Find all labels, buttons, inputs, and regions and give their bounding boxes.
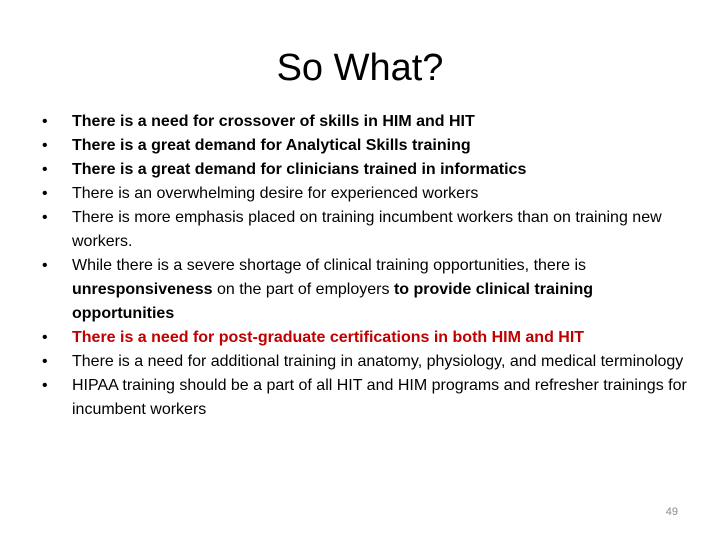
bullet-list (42, 110, 690, 422)
slide-title: So What? (276, 47, 444, 89)
page-number: 49 (665, 506, 678, 518)
bullet-emphasis: unresponsiveness (72, 281, 213, 298)
bullet-text: While there is a severe shortage of clinical training opportunities, there is (72, 257, 587, 274)
bullet-item-highlighted: • There is a need for post-graduate certifications in both HIM and HIT (42, 326, 690, 350)
bullet-text: on the part of employers (212, 281, 394, 298)
bullet-item: • There is an overwhelming desire for experienced workers (42, 182, 690, 206)
bullet-item (42, 254, 690, 326)
bullet-item: • There is a need for additional training in anatomy, physiology, and medical terminology (42, 350, 690, 374)
bullet-item: • HIPAA training should be a part of all HIT and HIM programs and refresher trainings for incumbent workers (42, 374, 690, 422)
bullet-emphasis: to provide clinical training opportunities (72, 281, 594, 322)
bullet-item: • There is a great demand for clinicians trained in informatics (42, 158, 690, 182)
bullet-item: • There is a need for crossover of skills in HIM and HIT (42, 110, 690, 134)
bullet-item: • There is more emphasis placed on training incumbent workers than on training new workers. (42, 206, 690, 254)
bullet-item: • There is a great demand for Analytical Skills training (42, 134, 690, 158)
